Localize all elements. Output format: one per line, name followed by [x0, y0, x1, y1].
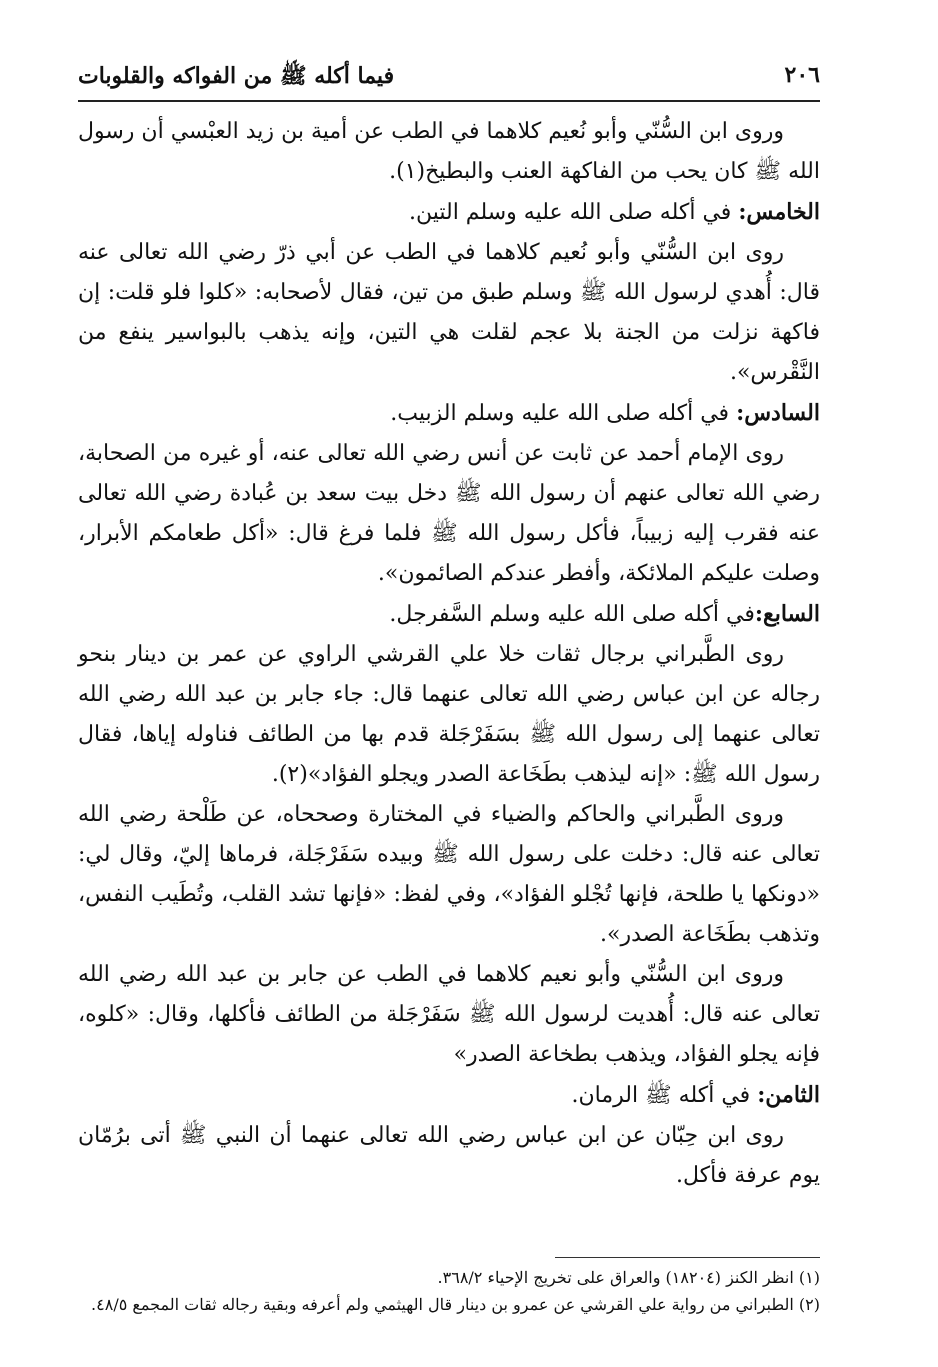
paragraph-text: روى ابن حِبّان عن ابن عباس رضي الله تعالى عنهما أن النبي ﷺ أتى برُمّان يوم عرفة فأكل.	[78, 1123, 820, 1188]
footnotes	[78, 1264, 820, 1318]
paragraph-text: وروى ابن السُّنّي وأبو نعيم كلاهما في الطب عن جابر بن عبد الله رضي الله تعالى عنه قال: أُهديت لرسول الله ﷺ سَفَرْجَلة من الطائف فأكلها، وقال: «كلوه، فإنه يجلو الفؤاد، ويذهب بطخاعة الصدر»	[78, 962, 820, 1067]
paragraph	[78, 1116, 820, 1196]
section-heading	[78, 393, 820, 434]
main-text	[78, 112, 820, 1196]
heading-lead: الثامن:	[757, 1082, 820, 1108]
section-heading	[78, 594, 820, 635]
paragraph-text: روى الطَّبراني برجال ثقات خلا علي القرشي الراوي عن عمر بن دينار بنحو رجاله عن ابن عباس رضي الله تعالى عنهما قال: جاء جابر بن عبد الله رضي الله تعالى عنهما إلى رسول الله ﷺ بسَفَرْجَلة قدم بها من الطائف فناوله إياها، فقال رسول الله ﷺ: «إنه ليذهب بطَخَاعة الصدر ويجلو الفؤاد»(٢).	[78, 642, 820, 787]
header-rule	[78, 100, 820, 102]
paragraph	[78, 233, 820, 393]
paragraph-text: وروى ابن السُّنّي وأبو نُعيم كلاهما في الطب عن أمية بن زيد العبْسي أن رسول الله ﷺ كان يحب من الفاكهة العنب والبطيخ(١).	[78, 119, 820, 184]
heading-lead: السابع:	[754, 601, 820, 627]
paragraph-text: وروى الطَّبراني والحاكم والضياء في المختارة وصححاه، عن طَلْحة رضي الله تعالى عنه قال: دخلت على رسول الله ﷺ وبيده سَفَرْجَلة، فرماها إليّ، وقال لي: «دونكها يا طلحة، فإنها تُجْلو الفؤاد»، وفي لفظ: «فإنها تشد القلب، وتُطَيب النفس، وتذهب بطَخَاعة الصدر».	[78, 802, 820, 947]
section-heading	[78, 1075, 820, 1116]
page-number: ٢٠٦	[784, 62, 820, 88]
paragraph	[78, 795, 820, 955]
footnote-rule	[555, 1257, 820, 1258]
paragraph	[78, 112, 820, 192]
running-title: فيما أكله ﷺ من الفواكه والقلوبات	[78, 63, 395, 89]
footnote: (٢) الطبراني من رواية علي القرشي عن عمرو بن دينار قال الهيثمي ولم أعرفه وبقية رجاله ثقات المجمع ٤٨/٥.	[91, 1295, 820, 1314]
section-heading	[78, 192, 820, 233]
footnote: (١) انظر الكنز (١٨٢٠٤) والعراق على تخريج الإحياء ٣٦٨/٢.	[437, 1268, 820, 1287]
paragraph-text: روى الإمام أحمد عن ثابت عن أنس رضي الله تعالى عنه، أو غيره من الصحابة، رضي الله تعالى عنهم أن رسول الله ﷺ دخل بيت سعد بن عُبادة رضي الله تعالى عنه فقرب إليه زبيباً، فأكل رسول الله ﷺ فلما فرغ قال: «أكل طعامكم الأبرار، وصلت عليكم الملائكة، وأفطر عندكم الصائمون».	[78, 441, 820, 586]
paragraph	[78, 955, 820, 1075]
heading-lead: السادس:	[736, 400, 820, 426]
book-page	[78, 50, 820, 1330]
paragraph	[78, 434, 820, 594]
heading-text: في أكله ﷺ الرمان.	[571, 1083, 758, 1108]
heading-text: في أكله صلى الله عليه وسلم السَّفرجل.	[389, 602, 755, 627]
paragraph-text: روى ابن السُّنّي وأبو نُعيم كلاهما في الطب عن أبي ذرّ رضي الله تعالى عنه قال: أُهدي لرسول الله ﷺ وسلم طبق من تين، فقال لأصحابه: «كلوا فلو قلت: إن فاكهة نزلت من الجنة بلا عجم لقلت هي التين، وإنه يذهب بالبواسير ينفع من النَّقْرس».	[78, 240, 821, 385]
heading-lead: الخامس:	[738, 199, 820, 225]
paragraph	[78, 635, 820, 795]
heading-text: في أكله صلى الله عليه وسلم الزبيب.	[390, 401, 737, 426]
heading-text: في أكله صلى الله عليه وسلم التين.	[408, 200, 739, 225]
running-header	[78, 62, 820, 96]
